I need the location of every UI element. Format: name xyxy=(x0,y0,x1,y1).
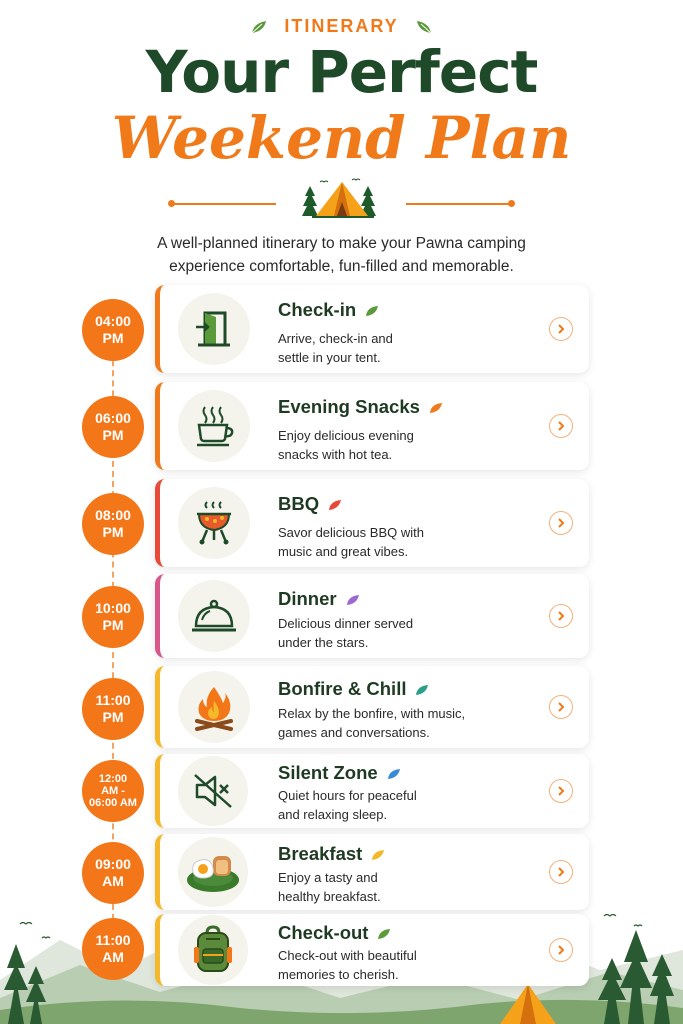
page-title-line2: Weekend Plan xyxy=(111,104,572,172)
desc-line: Arrive, check-in and xyxy=(278,331,393,346)
card-title xyxy=(278,678,430,700)
card-description xyxy=(278,946,508,984)
icon-circle xyxy=(178,487,250,559)
time-text: 08:00 xyxy=(95,507,131,523)
desc-line: Enjoy a tasty and xyxy=(278,870,378,885)
cloche-icon xyxy=(190,596,238,636)
icon-circle xyxy=(178,580,250,652)
icon-circle xyxy=(178,293,250,365)
card-title xyxy=(278,396,444,418)
desc-line: Delicious dinner served xyxy=(278,616,414,631)
time-end: 06:00 AM xyxy=(89,797,137,809)
card-title-text: Breakfast xyxy=(278,843,363,864)
tent-icon xyxy=(294,176,390,222)
time-text: 09:00 xyxy=(95,856,131,872)
icon-circle xyxy=(178,390,250,462)
card-title xyxy=(278,299,380,321)
desc-line: Check-out with beautiful xyxy=(278,948,417,963)
card-title-text: Evening Snacks xyxy=(278,396,420,417)
card-description xyxy=(278,523,508,561)
eyebrow xyxy=(0,16,683,37)
time-badge xyxy=(82,493,144,555)
desc-line: Savor delicious BBQ with xyxy=(278,525,424,540)
icon-circle xyxy=(178,915,248,985)
desc-line: snacks with hot tea. xyxy=(278,447,393,462)
time-badge xyxy=(82,760,144,822)
time-text: 10:00 xyxy=(95,600,131,616)
card-description xyxy=(278,329,508,367)
subtitle-line2: experience comfortable, fun-filled and memorable. xyxy=(169,258,514,275)
card-description xyxy=(278,704,518,742)
mute-icon xyxy=(191,771,235,811)
desc-line: games and conversations. xyxy=(278,725,430,740)
card-title xyxy=(278,762,402,784)
time-period: AM xyxy=(102,949,124,965)
time-period: PM xyxy=(102,524,124,540)
card-title-text: Bonfire & Chill xyxy=(278,678,407,699)
desc-line: healthy breakfast. xyxy=(278,889,381,904)
divider-dot xyxy=(508,200,515,207)
leaf-icon xyxy=(414,683,430,697)
card-title xyxy=(278,493,343,515)
time-text: 06:00 xyxy=(95,410,131,426)
desc-line: Quiet hours for peaceful xyxy=(278,788,417,803)
time-badge xyxy=(82,678,144,740)
icon-circle xyxy=(178,671,250,743)
subtitle-line1: A well-planned itinerary to make your Pawna camping xyxy=(157,235,526,252)
desc-line: Relax by the bonfire, with music, xyxy=(278,706,466,721)
itinerary-card[interactable] xyxy=(155,574,589,658)
leaf-icon xyxy=(376,927,392,941)
time-badge xyxy=(82,586,144,648)
leaf-icon xyxy=(327,498,343,512)
time-period: AM xyxy=(102,873,124,889)
leaf-icon xyxy=(345,593,361,607)
card-title xyxy=(278,588,361,610)
chevron-right-icon[interactable] xyxy=(549,414,573,438)
time-text: 04:00 xyxy=(95,313,131,329)
desc-line: settle in your tent. xyxy=(278,350,381,365)
itinerary-card[interactable] xyxy=(155,479,589,567)
card-title xyxy=(278,922,392,944)
leaf-icon xyxy=(428,401,444,415)
leaf-icon xyxy=(386,767,402,781)
card-description xyxy=(278,786,508,824)
divider-line xyxy=(172,203,276,205)
desc-line: under the stars. xyxy=(278,635,369,650)
card-title-text: Silent Zone xyxy=(278,762,378,783)
card-description xyxy=(278,426,508,464)
time-period: PM xyxy=(102,709,124,725)
itinerary-card[interactable] xyxy=(155,914,589,986)
card-title-text: Dinner xyxy=(278,588,337,609)
time-period: PM xyxy=(102,427,124,443)
desc-line: and relaxing sleep. xyxy=(278,807,388,822)
desc-line: music and great vibes. xyxy=(278,544,409,559)
chevron-right-icon[interactable] xyxy=(549,938,573,962)
page-title-line1: Your Perfect xyxy=(145,38,538,106)
door-icon xyxy=(192,307,236,351)
time-period: PM xyxy=(102,617,124,633)
time-text: 11:00 xyxy=(95,692,131,708)
itinerary-card[interactable] xyxy=(155,666,589,748)
bonfire-icon xyxy=(191,683,237,731)
card-title xyxy=(278,843,386,865)
chevron-right-icon[interactable] xyxy=(549,695,573,719)
chevron-right-icon[interactable] xyxy=(549,779,573,803)
chevron-right-icon[interactable] xyxy=(549,317,573,341)
subtitle xyxy=(0,232,683,278)
time-badge xyxy=(82,396,144,458)
bbq-grill-icon xyxy=(191,500,237,546)
card-title-text: Check-out xyxy=(278,922,369,943)
card-title-text: BBQ xyxy=(278,493,320,514)
card-title-text: Check-in xyxy=(278,299,357,320)
chevron-right-icon[interactable] xyxy=(549,604,573,628)
time-period: AM - xyxy=(101,785,125,797)
icon-circle xyxy=(178,756,248,826)
time-text: 11:00 xyxy=(95,932,131,948)
time-badge xyxy=(82,918,144,980)
leaf-icon xyxy=(413,19,433,35)
tea-cup-icon xyxy=(191,403,237,449)
itinerary-card[interactable] xyxy=(155,754,589,828)
chevron-right-icon[interactable] xyxy=(549,511,573,535)
itinerary-card[interactable] xyxy=(155,285,589,373)
backpack-icon xyxy=(192,925,234,975)
card-description xyxy=(278,614,508,652)
time-period: PM xyxy=(102,330,124,346)
tent-divider xyxy=(0,176,683,222)
itinerary-card[interactable] xyxy=(155,382,589,470)
leaf-icon xyxy=(250,19,270,35)
leaf-icon xyxy=(370,848,386,862)
time-badge xyxy=(82,299,144,361)
divider-line xyxy=(406,203,510,205)
eyebrow-text: ITINERARY xyxy=(284,16,399,36)
desc-line: memories to cherish. xyxy=(278,967,399,982)
desc-line: Enjoy delicious evening xyxy=(278,428,414,443)
leaf-icon xyxy=(364,304,380,318)
time-text: 12:00 xyxy=(98,773,128,785)
